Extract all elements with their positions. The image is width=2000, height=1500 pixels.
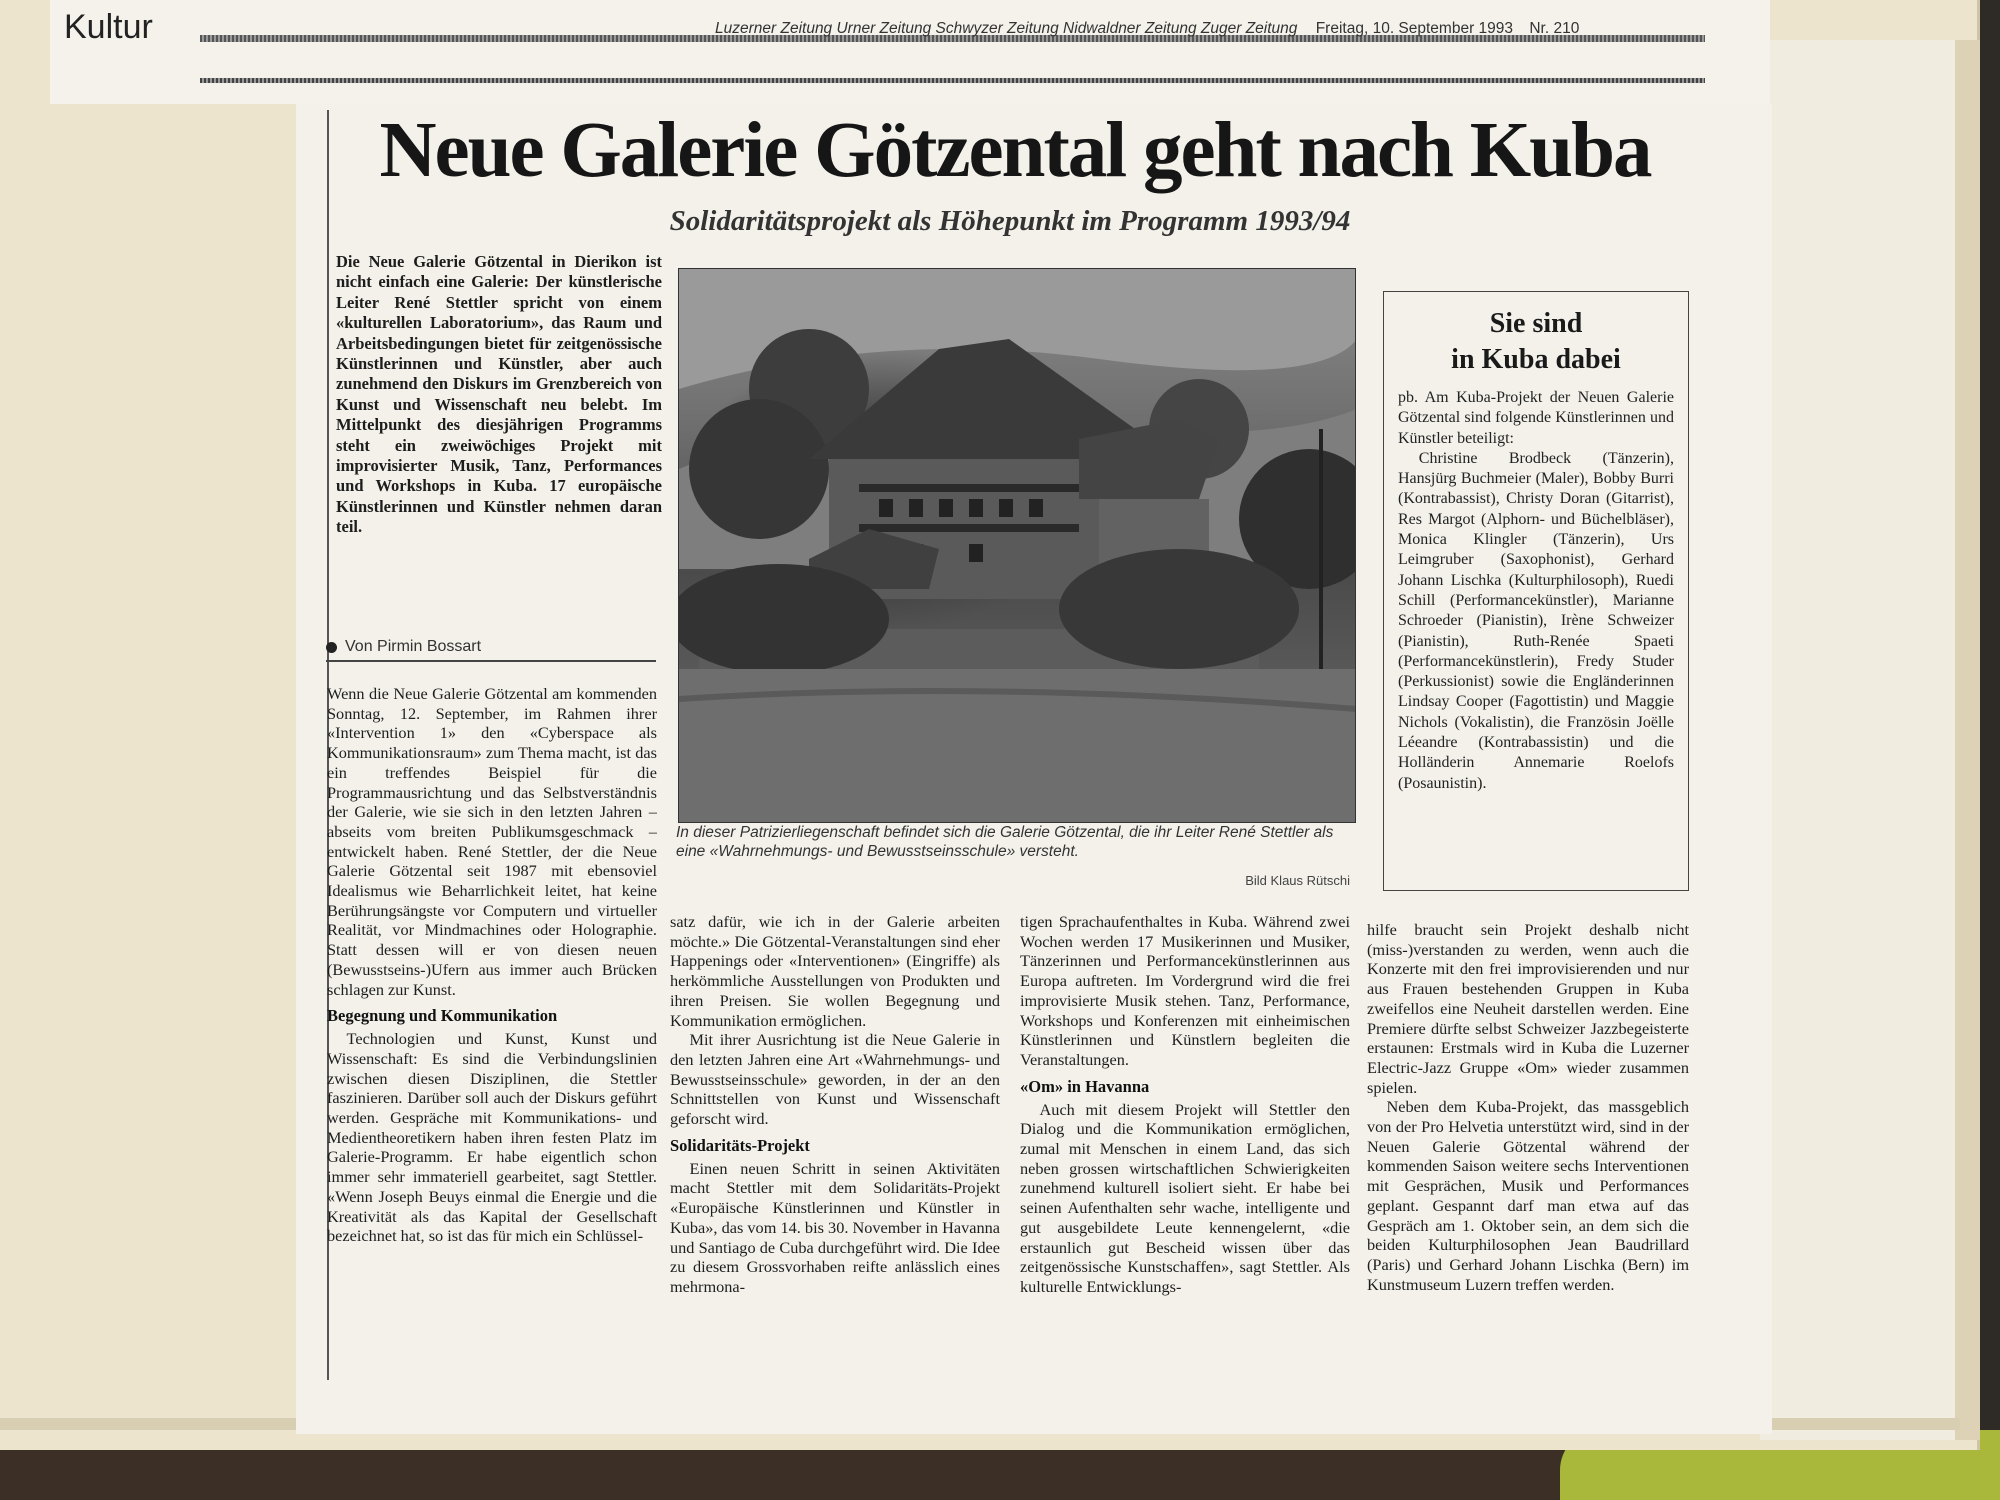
photo-caption: In dieser Patrizierliegenschaft befindet sich die Galerie Götzental, die ihr Leiter René Stettler als eine «Wahrnehmungs- und Bewusstseinsschule» versteht. bbox=[676, 824, 1334, 860]
column-4-paragraph-1: hilfe braucht sein Projekt deshalb nicht (miss-)verstanden zu werden, wenn auch die Konzerte mit den frei improvisierenden und nur aus Frauen bestehenden Gruppen in Kuba zweifellos eine Neuheit darstellen werden. Eine Premiere dürfte selbst Schweizer Jazzbegeisterte erstaunen: Erstmals wird in Kuba die Luzerner Electric-Jazz Gruppe «Om» wieder zusammen spielen. bbox=[1367, 920, 1689, 1097]
column-2-paragraph-3: Einen neuen Schritt in seinen Aktivitäten macht Stettler mit dem Solidaritäts-Projekt «Europäische Künstlerinnen und Künstler in Kuba», das vom 14. bis 30. November in Havanna und Santiago de Cuba durchgeführt wird. Die Idee zu diesem Grossvorhaben reifte anlässlich eines mehrmona- bbox=[670, 1158, 1000, 1296]
column-1-paragraph-1: Wenn die Neue Galerie Götzental am kommenden Sonntag, 12. September, im Rahmen ihrer «Intervention 1» den «Cyberspace als Kommunikationsraum» zum Thema macht, ist das ein treffendes Beispiel für die Programmausrichtung und das Selbstverständnis der Galerie, wie sie sich in den letzten Jahren – abseits vom breiten Publikumsgeschmack – entwickelt haben. René Stettler, der die Neue Galerie Götzental seit 1987 mit ebensoviel Idealismus wie Beharrlichkeit leitet, hat keine Berührungsängste vor Computern und virtueller Realität, vor Mindmachines oder Holographie. Statt dessen will er von diesen neuen (Bewusstseins-)Ufern aus immer auch Brücken schlagen zur Kunst. bbox=[327, 684, 657, 999]
sidebar-list: Christine Brodbeck (Tänzerin), Hansjürg Buchmeier (Maler), Bobby Burri (Kontrabassist), Christy Doran (Gitarrist), Res Margot (Alphorn- und Büchelbläser), Monica Klingler (Tänzerin), Urs Leimgruber (Saxophonist), Gerhard Johann Lischka (Kulturphilosoph), Ruedi Schill (Performancekünstler), Marianne Schroeder (Pianistin), Irène Schweizer (Pianistin), Ruth-Renée Spaeti (Performancekünstlerin), Fredy Studer (Perkussionist) sowie die Engländerinnen Lindsay Cooper (Fagottistin) und Maggie Nichols (Vokalistin), die Französin Joëlle Léeandre (Kontrabassistin) und die Holländerin Annemarie Roelofs (Posaunistin). bbox=[1398, 449, 1674, 792]
masthead-issue: Nr. 210 bbox=[1529, 20, 1580, 37]
subheadline: Solidaritätsprojekt als Höhepunkt im Programm 1993/94 bbox=[669, 205, 1351, 237]
subheading-om-havanna: «Om» in Havanna bbox=[1020, 1076, 1150, 1096]
column-2 bbox=[670, 912, 1000, 1390]
column-2-paragraph-1: satz dafür, wie ich in der Galerie arbeiten möchte.» Die Götzental-Veranstaltungen sind eher Happenings oder «Interventionen» (Eingriffe) als herkömmliche Ausstellungen von Produkten und ihren Preisen. Sie wollen Begegnung und Kommunikation ermöglichen. bbox=[670, 912, 1000, 1030]
sidebar-box bbox=[1383, 291, 1689, 891]
lead-paragraph: Die Neue Galerie Götzental in Dierikon ist nicht einfach eine Galerie: Der künstlerische Leiter René Stettler spricht von einem «kulturellen Laboratorium», das Raum und Arbeitsbedingungen bietet für zeitgenössische Künstlerinnen und Künstler, aber auch zunehmend den Diskurs im Grenzbereich von Kunst und Wissenschaft neu belebt. Im Mittelpunkt des diesjährigen Programms steht ein zweiwöchiges Projekt mit improvisierter Musik, Tanz, Performances und Workshops in Kuba. 17 europäische Künstlerinnen und Künstler nehmen daran teil. bbox=[336, 252, 662, 537]
masthead-rule bbox=[200, 78, 1705, 83]
byline-text: Von Pirmin Bossart bbox=[345, 638, 482, 655]
underlying-sheet bbox=[1760, 40, 1960, 1440]
column-3-paragraph-1: tigen Sprachaufenthaltes in Kuba. Während zwei Wochen werden 17 Musikerinnen und Musiker, Tänzerinnen und Performancekünstlerinnen aus Europa auftreten. Im Vordergrund wird die frei improvisierte Musik stehen. Tanz, Performance, Workshops und Konferenzen mit einheimischen Künstlerinnen und Künstlern begleiten die Veranstaltungen. bbox=[1020, 912, 1350, 1069]
headline: Neue Galerie Götzental geht nach Kuba bbox=[379, 107, 1651, 194]
sidebar-body bbox=[1398, 388, 1674, 794]
photo-credit: Bild Klaus Rütschi bbox=[1245, 873, 1350, 888]
masthead-strip bbox=[50, 0, 1770, 104]
section-label: Kultur bbox=[64, 8, 153, 46]
subheading-begegnung: Begegnung und Kommunikation bbox=[327, 1006, 558, 1026]
byline-rule bbox=[326, 660, 656, 662]
column-3 bbox=[1020, 912, 1350, 1390]
column-3-paragraph-2: Auch mit diesem Projekt will Stettler den Dialog und die Kommunikation ermöglichen, zumal mit Menschen in einem Land, das sich neben grossen wirtschaftlichen Schwierigkeiten zunehmend kulturell isoliert sieht. Er habe bei seinen Aufenthalten sehr wache, intelligente und gut ausgebildete Leute kennengelernt, «die erstaunlich gut Bescheid wissen über das zeitgenössische Kunstschaffen», sagt Stettler. Als kulturelle Entwicklungs- bbox=[1020, 1099, 1350, 1296]
sidebar-title-line1: Sie sind bbox=[1489, 308, 1583, 339]
folder-edge bbox=[1955, 40, 1980, 1440]
column-4 bbox=[1367, 920, 1689, 1400]
masthead-papers: Luzerner Zeitung Urner Zeitung Schwyzer Zeitung Nidwaldner Zeitung Zuger Zeitung bbox=[715, 20, 1298, 37]
sidebar-intro: pb. Am Kuba-Projekt der Neuen Galerie Götzental sind folgende Künstlerinnen und Künstler beteiligt: bbox=[1398, 389, 1674, 447]
byline bbox=[326, 636, 666, 658]
sidebar-title bbox=[1398, 306, 1674, 378]
masthead-date: Freitag, 10. September 1993 bbox=[1315, 20, 1514, 37]
bullet-icon bbox=[326, 642, 337, 653]
sidebar-title-line2: in Kuba dabei bbox=[1451, 344, 1621, 375]
column-1 bbox=[327, 684, 657, 1384]
subheading-solidaritaet: Solidaritäts-Projekt bbox=[670, 1135, 810, 1155]
column-1-paragraph-2: Technologien und Kunst, Kunst und Wissenschaft: Es sind die Verbindungslinien zwischen diesen Disziplinen, die Stettler faszinieren. Darüber soll auch der Diskurs geführt werden. Gespräche mit Kommunikations- und Medientheoretikern haben ihren festen Platz im Galerie-Programm. Er habe eigentlich schon immer sehr immateriell gearbeitet, sagt Stettler. «Wenn Joseph Beuys einmal die Energie und die Kreativität als das Kapital der Gesellschaft bezeichnet hat, so ist das für mich ein Schlüssel- bbox=[327, 1029, 657, 1246]
column-2-paragraph-2: Mit ihrer Ausrichtung ist die Neue Galerie in den letzten Jahren eine Art «Wahrnehmungs- und Bewusstseinsschule» geworden, in der an den Schnittstellen von Kunst und Wissenschaft geforscht wird. bbox=[670, 1030, 1000, 1129]
article-photo bbox=[678, 268, 1356, 823]
masthead-line bbox=[715, 20, 1715, 42]
column-4-paragraph-2: Neben dem Kuba-Projekt, das massgeblich von der Pro Helvetia unterstützt wird, sind in der Neuen Galerie Götzental während der kommenden Saison weitere sechs Interventionen mit Gesprächen, Musik und Performances geplant. Gespannt darf man etwa auf das Gespräch am 1. Oktober sein, an dem sich die beiden Kulturphilosophen Jean Baudrillard (Paris) und Gerhard Johann Lischka (Bern) im Kunstmuseum Luzern treffen werden. bbox=[1367, 1097, 1689, 1294]
